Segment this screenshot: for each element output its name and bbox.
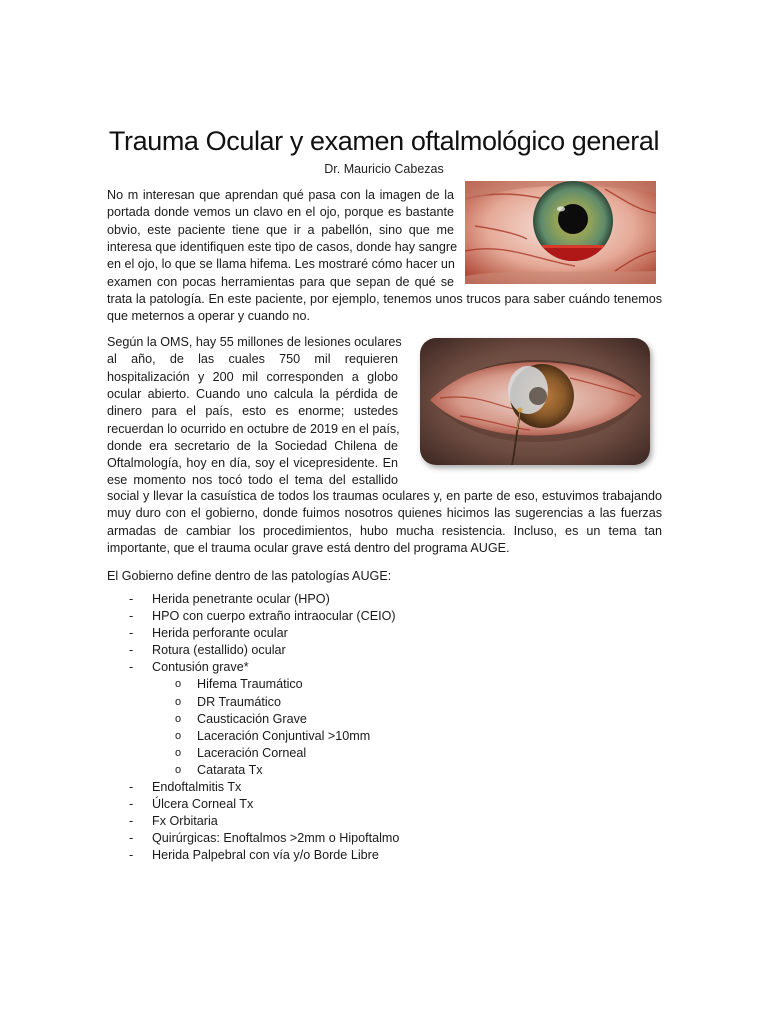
- paragraph-1-line: en el ojo, lo que se llama hifema. Les mostraré cómo hacer un: [107, 257, 455, 272]
- dash-bullet: -: [129, 780, 134, 795]
- list-item-text: Quirúrgicas: Enoftalmos >2mm o Hipoftalmo: [152, 831, 400, 846]
- paragraph-2-continuation: social y llevar la casuística de todos los traumas oculares y, en parte de eso, estuvimos trabajando muy duro con el gobierno, donde fuimos nosotros quienes hicimos las sugerencias a las fuerzas armadas de cambiar los procedimientos, hubo mucha resistencia. Incluso, es un tema tan importante, que el trauma ocular grave está dentro del programa AUGE.: [107, 489, 662, 555]
- list-item: [107, 711, 399, 728]
- paragraph-1-line: interesa que identifiquen este tipo de casos, donde hay sangre: [107, 239, 458, 254]
- list-item-text: Rotura (estallido) ocular: [152, 643, 286, 658]
- list-item: [107, 676, 399, 693]
- paragraph-3: El Gobierno define dentro de las patologías AUGE:: [107, 569, 392, 583]
- list-item-text: Herida perforante ocular: [152, 626, 288, 641]
- list-item-text: Úlcera Corneal Tx: [152, 797, 254, 812]
- dash-bullet: -: [129, 660, 134, 675]
- list-item: [107, 847, 399, 864]
- list-item: [107, 625, 399, 642]
- circle-bullet: o: [175, 763, 182, 776]
- list-item-text: Catarata Tx: [197, 762, 263, 777]
- list-item: [107, 642, 399, 659]
- document-author: Dr. Mauricio Cabezas: [324, 162, 444, 176]
- circle-bullet: o: [175, 746, 182, 759]
- list-item-text: Causticación Grave: [197, 711, 307, 726]
- list-item: [107, 830, 399, 847]
- paragraph-1-line: examen con pocas herramientas para que sepan de qué se: [107, 274, 454, 289]
- circle-bullet: o: [175, 712, 182, 725]
- dash-bullet: -: [129, 814, 134, 829]
- dash-bullet: -: [129, 643, 134, 658]
- list-item: [107, 745, 399, 762]
- dash-bullet: -: [129, 609, 134, 624]
- hyphema-eye-photo: [465, 181, 656, 284]
- list-item-text: Laceración Conjuntival >10mm: [197, 728, 371, 743]
- circle-bullet: o: [175, 695, 182, 708]
- list-item-text: HPO con cuerpo extraño intraocular (CEIO): [152, 609, 396, 624]
- list-item: [107, 659, 399, 676]
- paragraph-2-line: ocular abierto. Cuando uno calcula la pérdida de: [107, 386, 398, 401]
- paragraph-1-line: No m interesan que aprendan qué pasa con la imagen de la: [107, 188, 454, 202]
- list-item: [107, 728, 399, 745]
- auge-pathologies-list: [107, 591, 399, 865]
- list-item: [107, 762, 399, 779]
- paragraph-2-line: hospitalización y 200 mil corresponden a globo: [107, 369, 398, 384]
- list-item-text: Endoftalmitis Tx: [152, 780, 242, 795]
- dash-bullet: -: [129, 626, 134, 641]
- paragraph-2-line: recuerdan lo ocurrido en octubre de 2019 en el país,: [107, 421, 400, 436]
- dash-bullet: -: [129, 848, 134, 863]
- paragraph-2-line: donde era secretario de la Sociedad Chilena de: [107, 438, 398, 453]
- list-item: [107, 591, 399, 608]
- list-item: [107, 813, 399, 830]
- list-item-text: Contusión grave*: [152, 660, 249, 675]
- paragraph-2-line: Según la OMS, hay 55 millones de lesiones oculares: [107, 335, 402, 349]
- paragraph-2-line: ese momento nos tocó todo el tema del estallido: [107, 473, 398, 488]
- paragraph-1-line: portada donde vemos un clavo en el ojo, porque es bastante: [107, 205, 454, 220]
- list-item: [107, 694, 399, 711]
- list-item-text: Herida Palpebral con vía y/o Borde Libre: [152, 848, 379, 863]
- list-item-text: Laceración Corneal: [197, 745, 307, 760]
- circle-bullet: o: [175, 678, 182, 691]
- paragraph-2-line: al año, de las cuales 750 mil requieren: [107, 352, 398, 367]
- list-item: [107, 796, 399, 813]
- paragraph-1-line: obvio, este paciente tiene que ir a pabellón, sino que me: [107, 222, 454, 237]
- dash-bullet: -: [129, 831, 134, 846]
- list-item: [107, 608, 399, 625]
- list-item-text: DR Traumático: [197, 694, 281, 709]
- circle-bullet: o: [175, 729, 182, 742]
- penetrating-eye-injury-photo: [420, 338, 650, 465]
- dash-bullet: -: [129, 797, 134, 812]
- paragraph-2-line: Oftalmología, hoy en día, soy el vicepresidente. En: [107, 456, 398, 471]
- list-item: [107, 779, 399, 796]
- paragraph-1-continuation: trata la patología. En este paciente, por ejemplo, tenemos unos trucos para saber cuándo tenemos que meternos a operar y cuando no.: [107, 292, 662, 324]
- paragraph-2-line: dinero para el país, esto es enorme; ustedes: [107, 404, 398, 419]
- list-item-text: Hifema Traumático: [197, 677, 303, 692]
- list-item-text: Herida penetrante ocular (HPO): [152, 592, 330, 606]
- dash-bullet: -: [129, 592, 134, 606]
- list-item-text: Fx Orbitaria: [152, 814, 218, 829]
- document-title: Trauma Ocular y examen oftalmológico general: [108, 126, 660, 156]
